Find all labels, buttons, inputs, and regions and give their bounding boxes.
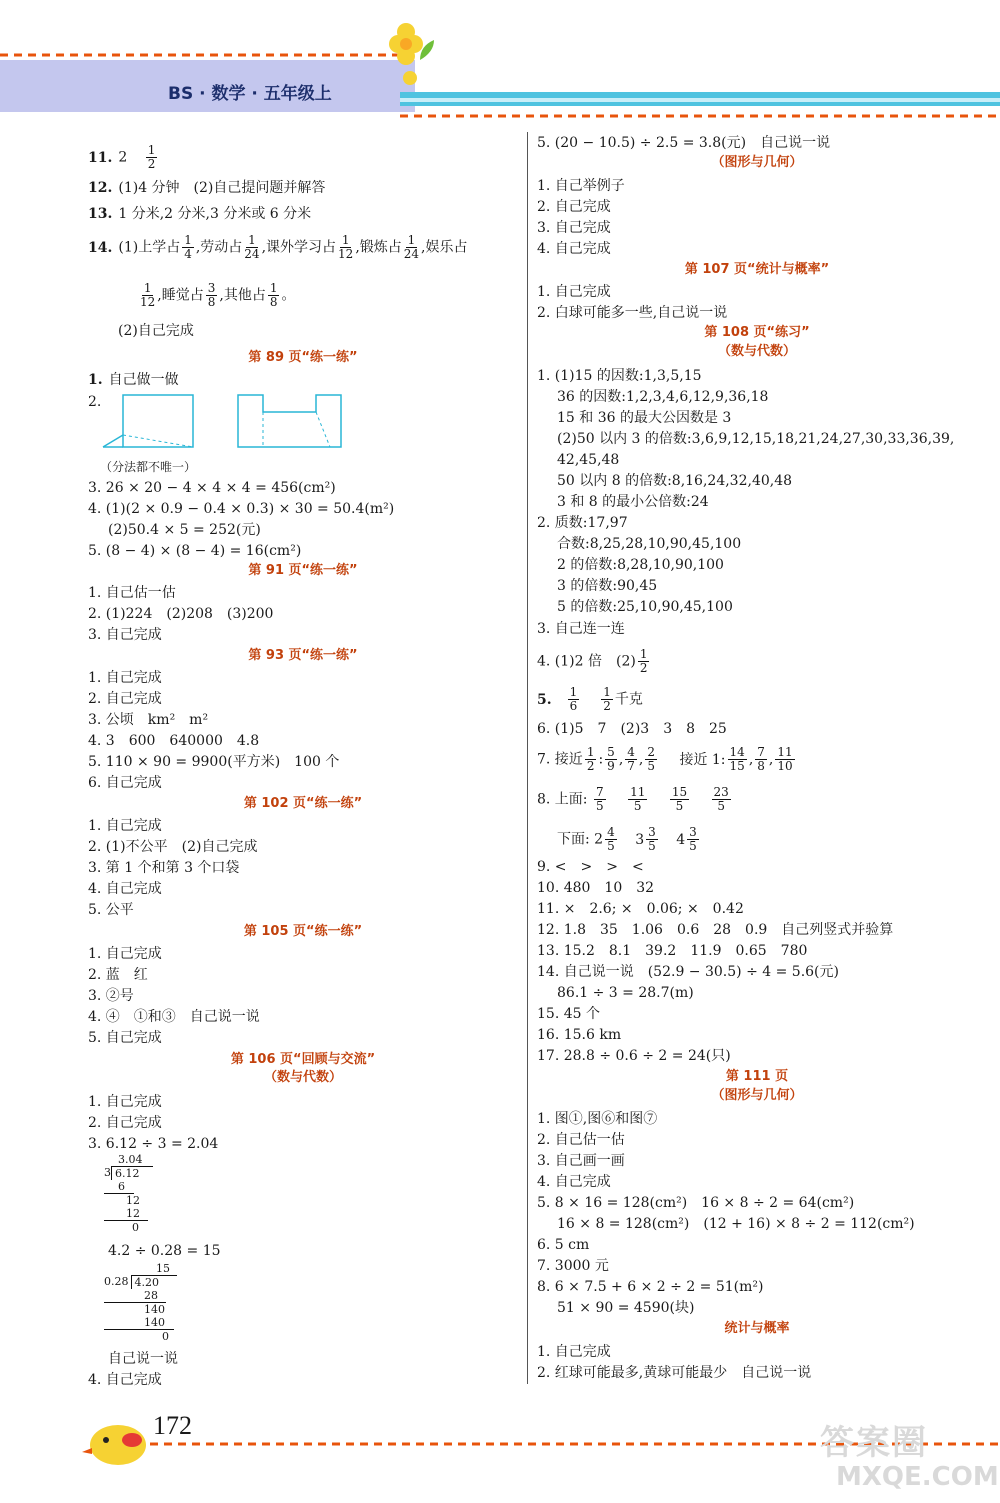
section-p108: 第 108 页“练习” (704, 325, 810, 340)
ld1-divisor: 3 (104, 1166, 111, 1179)
p93-item: 4. 3 600 640000 4.8 (88, 733, 260, 749)
section-p108-sub: （数与代数） (717, 344, 796, 359)
p108-item: 1. (1)15 的因数:1,3,5,15 (537, 368, 702, 384)
answer-14-cont: $\frac{1}{12}$ ,睡觉占 $\frac{3}{8}$ ,其他占 $\frac{1}{8}$ 。 (140, 281, 296, 309)
p108-q8-top: 8. 上面: $\frac{7}{5}$ $\frac{11}{5}$ $\frac{15}{5}$ $\frac{23}{5}$ (537, 785, 729, 813)
section-p111-sub: （图形与几何） (711, 1088, 803, 1103)
p102-item: 4. 自己完成 (88, 881, 162, 897)
long-division-1 (104, 1153, 164, 1234)
ld1-step: 12 (126, 1194, 140, 1207)
section-p111: 第 111 页 (725, 1069, 789, 1084)
p106-item: 3. 6.12 ÷ 3 = 2.04 (88, 1136, 219, 1152)
p111-item: 2. 自己估一估 (537, 1132, 625, 1148)
stat-item: 2. 红球可能最多,黄球可能最少 自己说一说 (537, 1365, 812, 1381)
ld1-quotient: 3.04 (118, 1153, 143, 1166)
p105-item: 2. 蓝 红 (88, 967, 148, 983)
p106-item: 2. 自己完成 (88, 1115, 162, 1131)
p111-item: 51 × 90 = 4590(块) (557, 1300, 695, 1316)
p108-tail: 16. 15.6 km (537, 1027, 622, 1043)
p108-q6: 6. (1)5 7 (2)3 3 8 25 (537, 721, 727, 737)
ld2-dividend: 4.20 (131, 1275, 177, 1289)
ld1-step: 0 (132, 1221, 139, 1234)
section-p107: 第 107 页“统计与概率” (684, 262, 830, 277)
p111-item: 7. 3000 元 (537, 1258, 609, 1274)
p89-item-3: 3. 26 × 20 − 4 × 4 × 4 = 456(cm²) (88, 480, 336, 496)
p108-item: 50 以内 8 的倍数:8,16,24,32,40,48 (557, 473, 793, 489)
p108-item: 15 和 36 的最大公因数是 3 (557, 410, 732, 426)
header-title: BS · 数学 · 五年级上 (168, 84, 332, 104)
p89-item-5: 5. (8 − 4) × (8 − 4) = 16(cm²) (88, 543, 302, 559)
p108-tail: 17. 28.8 ÷ 0.6 ÷ 2 = 24(只) (537, 1048, 731, 1064)
chick-icon (82, 1425, 146, 1465)
right-q5: 5. (20 − 10.5) ÷ 2.5 = 3.8(元) 自己说一说 (537, 135, 831, 151)
p106-tail: 自己说一说 (108, 1351, 178, 1367)
p108-item: 2 的倍数:8,28,10,90,100 (557, 557, 724, 573)
page-header (0, 0, 1000, 130)
p108-tail: 11. × 2.6; × 0.06; × 0.42 (537, 901, 744, 917)
section-p106: 第 106 页“回顾与交流” (230, 1052, 376, 1067)
p93-item: 1. 自己完成 (88, 670, 162, 686)
stat-item: 1. 自己完成 (537, 1344, 611, 1360)
p89-item-4a: 4. (1)(2 × 0.9 − 0.4 × 0.3) × 30 = 50.4(m²) (88, 501, 395, 517)
p105-item: 1. 自己完成 (88, 946, 162, 962)
p102-item: 1. 自己完成 (88, 818, 162, 834)
ld2-step: 140 (144, 1303, 165, 1316)
answer-13: 13. 1 分米,2 分米,3 分米或 6 分米 (88, 206, 312, 222)
p111-item: 16 × 8 = 128(cm²) (12 + 16) × 8 ÷ 2 = 112(cm²) (557, 1216, 915, 1232)
p108-tail: 12. 1.8 35 1.06 0.6 28 0.9 自己列竖式并验算 (537, 922, 894, 938)
p108-tail: 10. 480 10 32 (537, 880, 655, 896)
geo-item: 2. 自己完成 (537, 199, 611, 215)
ld2-quotient: 15 (156, 1262, 170, 1275)
p108-item: 合数:8,25,28,10,90,45,100 (557, 536, 742, 552)
p108-q7: 7. 接近 $\frac{1}{2}$ : $\frac{5}{9}$ , $\frac{4}{7}$ , $\frac{2}{5}$ 接近 1: $\frac{14}{15}$ , $\frac{7}{8}$ , $\frac{11}{10}$ (537, 745, 793, 773)
section-p105: 第 105 页“练一练” (243, 924, 363, 939)
section-p89: 第 89 页“练一练” (248, 350, 358, 365)
answer-12: 12. (1)4 分钟 (2)自己提问题并解答 (88, 180, 326, 196)
p105-item: 5. 自己完成 (88, 1030, 162, 1046)
geo-item: 1. 自己举例子 (537, 178, 625, 194)
long-division-2 (104, 1262, 194, 1343)
p108-item: 2. 质数:17,97 (537, 515, 628, 531)
p108-item: 42,45,48 (557, 452, 620, 468)
p108-q4: 4. (1)2 倍 (2) $\frac{1}{2}$ (537, 647, 648, 675)
p93-item: 2. 自己完成 (88, 691, 162, 707)
p89-item-2-label: 2. (88, 394, 102, 410)
p93-item: 3. 公顷 km² m² (88, 712, 209, 728)
ld1-step: 6 (104, 1180, 134, 1194)
ld2-step: 140 (104, 1316, 174, 1330)
p108-tail: 14. 自己说一说 (52.9 − 30.5) ÷ 4 = 5.6(元) (537, 964, 839, 980)
p108-item: 36 的因数:1,2,3,4,6,12,9,36,18 (557, 389, 769, 405)
p108-item: 3 和 8 的最小公倍数:24 (557, 494, 709, 510)
ld2-step: 0 (162, 1330, 169, 1343)
p108-tail: 15. 45 个 (537, 1006, 600, 1022)
answer-14: 14. (1)上学占 $\frac{1}{4}$ ,劳动占 $\frac{1}{24}$ ,课外学习占 $\frac{1}{12}$ ,锻炼占 $\frac{1}{24}$ ,娱乐占 (88, 233, 468, 261)
p102-item: 3. 第 1 个和第 3 个口袋 (88, 860, 240, 876)
watermark-url: MXQE.COM (836, 1462, 999, 1492)
p111-item: 6. 5 cm (537, 1237, 590, 1253)
p111-item: 8. 6 × 7.5 + 6 × 2 ÷ 2 = 51(m²) (537, 1279, 764, 1295)
p89-item-4b: (2)50.4 × 5 = 252(元) (108, 522, 261, 538)
p106-eq2: 4.2 ÷ 0.28 = 15 (108, 1243, 221, 1259)
p108-q8-bottom: 下面: 2 $\frac{4}{5}$ 3 $\frac{3}{5}$ 4 $\frac{3}{5}$ (557, 825, 697, 853)
p105-item: 4. ④ ①和③ 自己说一说 (88, 1009, 260, 1025)
p108-item: (2)50 以内 3 的倍数:3,6,9,12,15,18,21,24,27,30,33,36,39, (557, 431, 955, 447)
p108-item: 3. 自己连一连 (537, 621, 625, 637)
section-p106-sub: （数与代数） (263, 1070, 342, 1085)
section-geometry: （图形与几何） (711, 155, 803, 170)
p107-item: 1. 自己完成 (537, 284, 611, 300)
page-number: 172 (153, 1411, 192, 1440)
watermark-text: 答案圈 (820, 1423, 928, 1463)
answer-11: 11. 2 $\frac{1}{2}$ (88, 143, 156, 171)
p102-item: 5. 公平 (88, 902, 134, 918)
column-divider (527, 132, 528, 1384)
p108-tail: 9. < > > < (537, 859, 644, 875)
ld1-dividend: 6.12 (111, 1166, 153, 1180)
p91-item: 3. 自己完成 (88, 627, 162, 643)
header-decoration (0, 0, 1000, 130)
p108-tail: 86.1 ÷ 3 = 28.7(m) (557, 985, 694, 1001)
ld2-divisor: 0.28 (104, 1275, 129, 1288)
p108-q5: 5. $\frac{1}{6}$ $\frac{1}{2}$ 千克 (537, 685, 643, 713)
p111-item: 4. 自己完成 (537, 1174, 611, 1190)
p108-tail: 13. 15.2 8.1 39.2 11.9 0.65 780 (537, 943, 808, 959)
section-p91: 第 91 页“练一练” (248, 563, 358, 578)
p102-item: 2. (1)不公平 (2)自己完成 (88, 839, 258, 855)
answer-14-part2: (2)自己完成 (118, 323, 194, 339)
section-p93: 第 93 页“练一练” (248, 648, 358, 663)
p111-item: 1. 图①,图⑥和图⑦ (537, 1111, 658, 1127)
p91-item: 2. (1)224 (2)208 (3)200 (88, 606, 274, 622)
p108-item: 5 的倍数:25,10,90,45,100 (557, 599, 733, 615)
geo-item: 3. 自己完成 (537, 220, 611, 236)
p111-item: 3. 自己画一画 (537, 1153, 625, 1169)
p89-note: （分法都不唯一） (100, 460, 197, 474)
p107-item: 2. 白球可能多一些,自己说一说 (537, 305, 728, 321)
p106-item: 1. 自己完成 (88, 1094, 162, 1110)
p93-item: 6. 自己完成 (88, 775, 162, 791)
p93-item: 5. 110 × 90 = 9900(平方米) 100 个 (88, 754, 340, 770)
section-p102: 第 102 页“练一练” (243, 796, 363, 811)
section-stat: 统计与概率 (724, 1321, 790, 1336)
ld2-step: 28 (104, 1289, 166, 1303)
p89-item-1: 1. 自己做一做 (88, 372, 179, 388)
p91-item: 1. 自己估一估 (88, 585, 176, 601)
p111-item: 5. 8 × 16 = 128(cm²) 16 × 8 ÷ 2 = 64(cm²) (537, 1195, 855, 1211)
p106-tail: 4. 自己完成 (88, 1372, 162, 1388)
p108-item: 3 的倍数:90,45 (557, 578, 658, 594)
cut-shapes-figure (98, 390, 348, 455)
p105-item: 3. ②号 (88, 988, 134, 1004)
ld1-step: 12 (104, 1207, 148, 1221)
geo-item: 4. 自己完成 (537, 241, 611, 257)
